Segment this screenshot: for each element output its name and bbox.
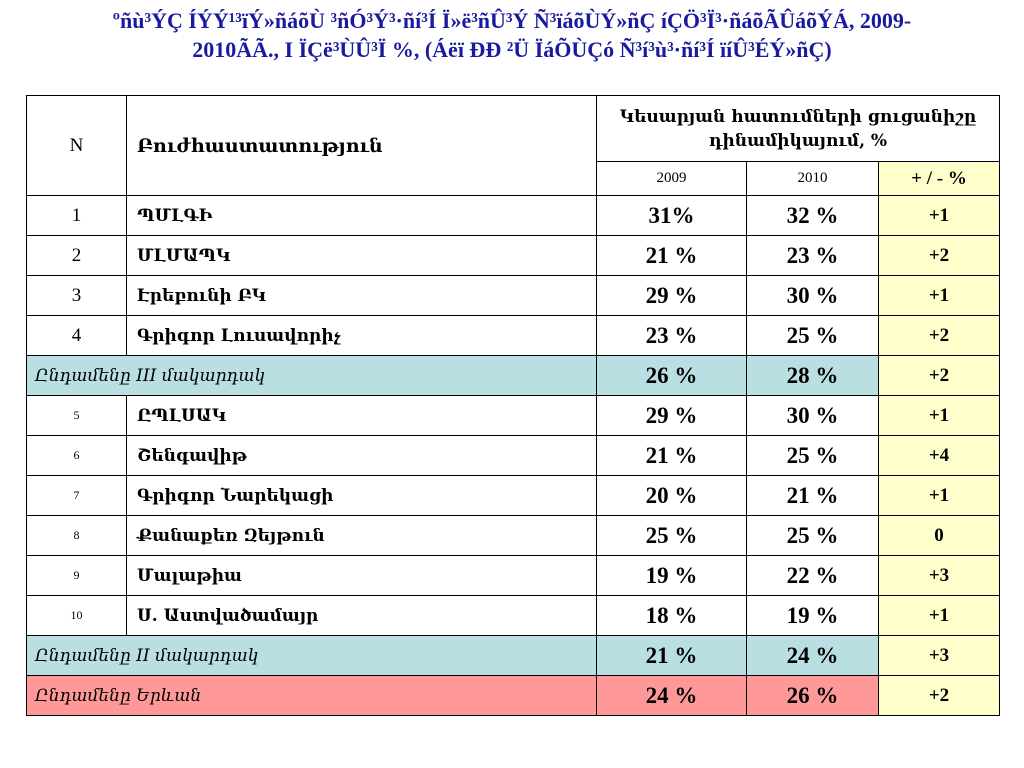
- value-2009: 26 %: [597, 356, 747, 396]
- value-change: 0: [879, 516, 1000, 556]
- table-row: [27, 596, 1000, 636]
- table-row: [27, 276, 1000, 316]
- value-2009: 19 %: [597, 556, 747, 596]
- value-2010: 22 %: [747, 556, 879, 596]
- value-change: +3: [879, 636, 1000, 676]
- row-number: 9: [27, 556, 127, 596]
- row-number: 10: [27, 596, 127, 636]
- value-2009: 20 %: [597, 476, 747, 516]
- value-2009: 31%: [597, 196, 747, 236]
- value-change: +1: [879, 476, 1000, 516]
- facility-name: Գրիգոր Նարեկացի: [127, 476, 597, 516]
- table-row: [27, 396, 1000, 436]
- table-row: [27, 556, 1000, 596]
- group-label: Ընդամենը III մակարդակ: [27, 356, 597, 396]
- row-number: 3: [27, 276, 127, 316]
- value-2009: 21 %: [597, 236, 747, 276]
- row-number: 2: [27, 236, 127, 276]
- header-facility: Բուժհաստատություն: [127, 96, 597, 196]
- title-line-2: 2010ÃÃ., I ÏÇë³ÙÛ³Ï %, (Áëï ÐÐ ²Ü ÏáÕÙÇó Ñ³í³ù³·ñí³Í ïíÛ³ÉÝ»ñÇ): [192, 37, 832, 62]
- facility-name: Քանաքեռ Զեյթուն: [127, 516, 597, 556]
- value-2010: 28 %: [747, 356, 879, 396]
- facility-name: Գրիգոր Լուսավորիչ: [127, 316, 597, 356]
- header-2009: 2009: [597, 162, 747, 196]
- value-change: +3: [879, 556, 1000, 596]
- value-2010: 26 %: [747, 676, 879, 716]
- value-2010: 19 %: [747, 596, 879, 636]
- grand-total-row: [27, 676, 1000, 716]
- value-change: +2: [879, 316, 1000, 356]
- value-2010: 32 %: [747, 196, 879, 236]
- value-change: +1: [879, 596, 1000, 636]
- row-number: 5: [27, 396, 127, 436]
- table-row: [27, 236, 1000, 276]
- group-label: Ընդամենը II մակարդակ: [27, 636, 597, 676]
- value-change: +2: [879, 676, 1000, 716]
- facility-name: ՄԼՄԱՊԿ: [127, 236, 597, 276]
- value-2010: 25 %: [747, 516, 879, 556]
- table-row: [27, 476, 1000, 516]
- row-number: 8: [27, 516, 127, 556]
- value-2010: 24 %: [747, 636, 879, 676]
- header-row: [27, 96, 1000, 162]
- value-2009: 25 %: [597, 516, 747, 556]
- header-dynamics: Կեսարյան հատումների ցուցանիշը դինամիկայում, %: [597, 96, 1000, 162]
- group-total-row-level-2: [27, 636, 1000, 676]
- table-row: [27, 436, 1000, 476]
- row-number: 6: [27, 436, 127, 476]
- title-line-1: ºñù³ÝÇ ÍÝÝ¹³ïÝ»ñáõÙ ³ñÓ³Ý³·ñí³Í Ï»ë³ñÛ³Ý Ñ³ïáõÙÝ»ñÇ íÇÖ³Ï³·ñáõÃÛáõÝÁ, 2009-: [112, 8, 912, 33]
- header-2010: 2010: [747, 162, 879, 196]
- value-change: +1: [879, 396, 1000, 436]
- table-row: [27, 316, 1000, 356]
- row-number: 7: [27, 476, 127, 516]
- table-row: [27, 196, 1000, 236]
- value-2010: 21 %: [747, 476, 879, 516]
- value-change: +2: [879, 356, 1000, 396]
- value-change: +4: [879, 436, 1000, 476]
- value-2009: 29 %: [597, 276, 747, 316]
- value-2010: 25 %: [747, 316, 879, 356]
- row-number: 4: [27, 316, 127, 356]
- page-title: [0, 6, 1024, 64]
- value-2009: 21 %: [597, 436, 747, 476]
- value-2009: 29 %: [597, 396, 747, 436]
- total-label: Ընդամենը Երևան: [27, 676, 597, 716]
- value-2010: 23 %: [747, 236, 879, 276]
- value-2009: 24 %: [597, 676, 747, 716]
- header-change: + / - %: [879, 162, 1000, 196]
- value-2009: 23 %: [597, 316, 747, 356]
- facility-name: ՊՄԼԳԻ: [127, 196, 597, 236]
- value-2010: 30 %: [747, 396, 879, 436]
- value-change: +2: [879, 236, 1000, 276]
- value-change: +1: [879, 196, 1000, 236]
- cesarean-rate-table: [26, 95, 1000, 716]
- value-change: +1: [879, 276, 1000, 316]
- facility-name: Շենգավիթ: [127, 436, 597, 476]
- facility-name: Էրեբունի ԲԿ: [127, 276, 597, 316]
- value-2009: 21 %: [597, 636, 747, 676]
- header-n: N: [27, 96, 127, 196]
- value-2009: 18 %: [597, 596, 747, 636]
- value-2010: 30 %: [747, 276, 879, 316]
- facility-name: Ս. Աստվածամայր: [127, 596, 597, 636]
- facility-name: Մալաթիա: [127, 556, 597, 596]
- row-number: 1: [27, 196, 127, 236]
- value-2010: 25 %: [747, 436, 879, 476]
- facility-name: ԸՊԼՍԱԿ: [127, 396, 597, 436]
- group-total-row-level-3: [27, 356, 1000, 396]
- table-row: [27, 516, 1000, 556]
